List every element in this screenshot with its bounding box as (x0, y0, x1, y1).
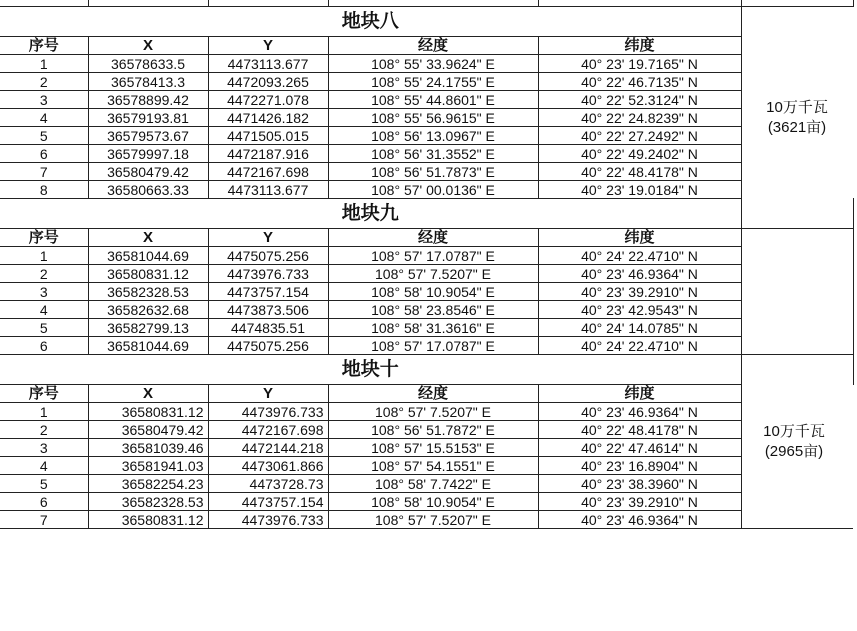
cell-y: 4471426.182 (208, 109, 328, 127)
section-title: 地块九 (0, 199, 741, 229)
cell-y: 4473113.677 (208, 55, 328, 73)
cell-y: 4474835.51 (208, 319, 328, 337)
cell-lon: 108° 57' 17.0787" E (328, 247, 538, 265)
cell-y: 4472167.698 (208, 421, 328, 439)
table-row (0, 127, 853, 145)
cell-lon: 108° 55' 56.9615" E (328, 109, 538, 127)
cell-x: 36580479.42 (88, 421, 208, 439)
column-header-lon: 经度 (328, 229, 538, 247)
cell-no: 3 (0, 283, 88, 301)
cell-y: 4472187.916 (208, 145, 328, 163)
cell-lat: 40° 22' 52.3124" N (538, 91, 741, 109)
cell-lon: 108° 57' 54.1551" E (328, 457, 538, 475)
cell-y: 4475075.256 (208, 337, 328, 355)
cell-x: 36581044.69 (88, 247, 208, 265)
column-header-lat: 纬度 (538, 37, 741, 55)
column-header-lon: 经度 (328, 37, 538, 55)
cell-lon: 108° 56' 51.7872" E (328, 421, 538, 439)
cell-y: 4473757.154 (208, 493, 328, 511)
column-header-x: X (88, 37, 208, 55)
cell-x: 36581941.03 (88, 457, 208, 475)
cell-no: 4 (0, 457, 88, 475)
cell-x: 36582328.53 (88, 493, 208, 511)
section-title-row (0, 355, 853, 385)
table-row (0, 337, 853, 355)
cell-x: 36580831.12 (88, 403, 208, 421)
cell-no: 2 (0, 421, 88, 439)
cell-x: 36582632.68 (88, 301, 208, 319)
cell-lat: 40° 23' 39.2910" N (538, 283, 741, 301)
cell-lon: 108° 57' 7.5207" E (328, 265, 538, 283)
cell-y: 4473873.506 (208, 301, 328, 319)
cell-y: 4473113.677 (208, 181, 328, 199)
cell-x: 36580831.12 (88, 265, 208, 283)
cell-no: 6 (0, 145, 88, 163)
cell-no: 8 (0, 181, 88, 199)
table-row (0, 493, 853, 511)
cell-y: 4473976.733 (208, 265, 328, 283)
cell-y: 4472144.218 (208, 439, 328, 457)
cell-lat: 40° 23' 38.3960" N (538, 475, 741, 493)
cell-y: 4473728.73 (208, 475, 328, 493)
cell-lon: 108° 55' 24.1755" E (328, 73, 538, 91)
table-row (0, 283, 853, 301)
cell-no: 4 (0, 301, 88, 319)
cell-x: 36582328.53 (88, 283, 208, 301)
cell-y: 4473757.154 (208, 283, 328, 301)
cell-no: 7 (0, 511, 88, 529)
cell-no: 3 (0, 439, 88, 457)
capacity-cell (741, 355, 853, 529)
cell-lat: 40° 23' 46.9364" N (538, 403, 741, 421)
cell-lon: 108° 58' 10.9054" E (328, 493, 538, 511)
cell-no: 6 (0, 493, 88, 511)
table-row (0, 73, 853, 91)
cell-y: 4475075.256 (208, 247, 328, 265)
cell-lon: 108° 57' 17.0787" E (328, 337, 538, 355)
cell-y: 4473061.866 (208, 457, 328, 475)
cell-lon: 108° 58' 31.3616" E (328, 319, 538, 337)
table-row (0, 475, 853, 493)
cell-lat: 40° 23' 16.8904" N (538, 457, 741, 475)
cell-y: 4473976.733 (208, 511, 328, 529)
cell-y: 4472093.265 (208, 73, 328, 91)
section-title-row (0, 199, 853, 229)
cell-lat: 40° 23' 46.9364" N (538, 511, 741, 529)
cell-lat: 40° 22' 46.7135" N (538, 73, 741, 91)
column-header-y: Y (208, 37, 328, 55)
cell-x: 36578413.3 (88, 73, 208, 91)
column-header-lat: 纬度 (538, 229, 741, 247)
cell-x: 36580479.42 (88, 163, 208, 181)
column-header-row (0, 385, 853, 403)
cell-x: 36582799.13 (88, 319, 208, 337)
column-header-y: Y (208, 229, 328, 247)
cell-x: 36581039.46 (88, 439, 208, 457)
column-header-row (0, 229, 853, 247)
cell-no: 6 (0, 337, 88, 355)
table-row (0, 91, 853, 109)
cell-lat: 40° 22' 48.4178" N (538, 163, 741, 181)
cell-no: 1 (0, 403, 88, 421)
table-row (0, 319, 853, 337)
column-header-no: 序号 (0, 37, 88, 55)
cell-lat: 40° 23' 19.0184" N (538, 181, 741, 199)
capacity-value: 10万千瓦 (766, 98, 828, 116)
table-row (0, 109, 853, 127)
column-header-lon: 经度 (328, 385, 538, 403)
column-header-no: 序号 (0, 229, 88, 247)
cell-lon: 108° 58' 10.9054" E (328, 283, 538, 301)
cell-lon: 108° 56' 31.3552" E (328, 145, 538, 163)
table-row (0, 145, 853, 163)
capacity-cell (741, 7, 853, 229)
cell-lon: 108° 55' 33.9624" E (328, 55, 538, 73)
capacity-label (766, 98, 828, 138)
capacity-value: 10万千瓦 (763, 422, 825, 440)
table-row (0, 265, 853, 283)
column-header-x: X (88, 385, 208, 403)
column-header-lat: 纬度 (538, 385, 741, 403)
table-row (0, 457, 853, 475)
cell-lat: 40° 22' 48.4178" N (538, 421, 741, 439)
cell-lon: 108° 58' 7.7422" E (328, 475, 538, 493)
cell-y: 4471505.015 (208, 127, 328, 145)
cell-lat: 40° 22' 47.4614" N (538, 439, 741, 457)
cell-lat: 40° 24' 22.4710" N (538, 247, 741, 265)
section-title: 地块八 (0, 7, 741, 37)
cell-no: 7 (0, 163, 88, 181)
cell-lon: 108° 56' 51.7873" E (328, 163, 538, 181)
cell-lon: 108° 57' 7.5207" E (328, 403, 538, 421)
column-header-x: X (88, 229, 208, 247)
cell-x: 36578633.5 (88, 55, 208, 73)
cell-no: 1 (0, 247, 88, 265)
cell-lon: 108° 55' 44.8601" E (328, 91, 538, 109)
cell-lat: 40° 24' 14.0785" N (538, 319, 741, 337)
cell-lon: 108° 57' 7.5207" E (328, 511, 538, 529)
cell-x: 36578899.42 (88, 91, 208, 109)
cell-no: 5 (0, 319, 88, 337)
cell-x: 36581044.69 (88, 337, 208, 355)
capacity-label (763, 422, 825, 462)
cell-lat: 40° 23' 39.2910" N (538, 493, 741, 511)
cell-lat: 40° 22' 24.8239" N (538, 109, 741, 127)
cell-x: 36580831.12 (88, 511, 208, 529)
cell-lon: 108° 57' 15.5153" E (328, 439, 538, 457)
column-header-y: Y (208, 385, 328, 403)
table-row (0, 511, 853, 529)
table-row (0, 421, 853, 439)
table-row (0, 163, 853, 181)
area-value: (3621亩) (767, 118, 827, 136)
column-header-no: 序号 (0, 385, 88, 403)
area-value: (2965亩) (764, 442, 824, 460)
cell-no: 5 (0, 127, 88, 145)
cell-lon: 108° 57' 00.0136" E (328, 181, 538, 199)
cell-no: 2 (0, 265, 88, 283)
cell-x: 36582254.23 (88, 475, 208, 493)
section-title-row (0, 7, 853, 37)
cell-no: 4 (0, 109, 88, 127)
cell-y: 4472167.698 (208, 163, 328, 181)
table-row (0, 181, 853, 199)
table-row (0, 439, 853, 457)
column-header-row (0, 37, 853, 55)
cell-lat: 40° 23' 46.9364" N (538, 265, 741, 283)
table-row (0, 55, 853, 73)
cell-x: 36579997.18 (88, 145, 208, 163)
cell-lat: 40° 24' 22.4710" N (538, 337, 741, 355)
table-row (0, 403, 853, 421)
cell-lat: 40° 22' 27.2492" N (538, 127, 741, 145)
cell-no: 5 (0, 475, 88, 493)
cell-y: 4473976.733 (208, 403, 328, 421)
cell-x: 36580663.33 (88, 181, 208, 199)
cell-no: 1 (0, 55, 88, 73)
cell-x: 36579573.67 (88, 127, 208, 145)
cell-lat: 40° 23' 19.7165" N (538, 55, 741, 73)
cell-lon: 108° 56' 13.0967" E (328, 127, 538, 145)
cell-lon: 108° 58' 23.8546" E (328, 301, 538, 319)
cell-lat: 40° 23' 42.9543" N (538, 301, 741, 319)
cell-y: 4472271.078 (208, 91, 328, 109)
cell-no: 2 (0, 73, 88, 91)
cell-lat: 40° 22' 49.2402" N (538, 145, 741, 163)
table-row (0, 247, 853, 265)
cell-no: 3 (0, 91, 88, 109)
cell-x: 36579193.81 (88, 109, 208, 127)
table-row (0, 301, 853, 319)
section-title: 地块十 (0, 355, 741, 385)
